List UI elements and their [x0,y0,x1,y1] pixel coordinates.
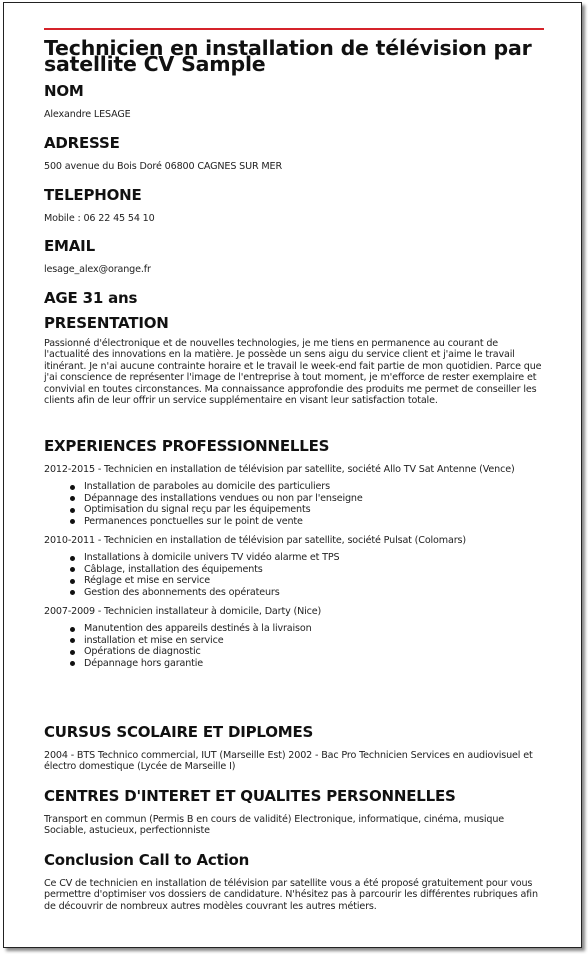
job-task-item: Gestion des abonnements des opérateurs [84,587,544,598]
interets-text: Transport en commun (Permis B en cours de validité) Electronique, informatique, cinéma, musique Sociable, astucieux, perfectionniste [44,814,505,837]
heading-adresse: ADRESSE [44,134,120,152]
heading-conclusion: Conclusion Call to Action [44,851,250,869]
job-task-list [44,623,544,669]
job-task-item: Câblage, installation des équipements [84,564,544,575]
section-adresse [44,134,544,172]
heading-email: EMAIL [44,237,95,255]
adresse-value: 500 avenue du Bois Doré 06800 CAGNES SUR MER [44,161,282,172]
heading-age: AGE 31 ans [44,289,138,307]
job-task-item: Manutention des appareils destinés à la livraison [84,623,544,634]
title-accent-rule [44,28,544,30]
job-task-item: Opérations de diagnostic [84,646,544,657]
email-value: lesage_alex@orange.fr [44,264,151,275]
telephone-value: Mobile : 06 22 45 54 10 [44,213,155,224]
job-title: 2007-2009 - Technicien installateur à domicile, Darty (Nice) [44,606,322,618]
nom-value: Alexandre LESAGE [44,109,131,120]
heading-telephone: TELEPHONE [44,186,142,204]
job-task-item: Dépannage des installations vendues ou non par l'enseigne [84,493,544,504]
job-task-list [44,481,544,527]
heading-nom: NOM [44,82,84,100]
section-conclusion [44,851,544,912]
section-email [44,237,544,275]
section-telephone [44,186,544,224]
job-title: 2012-2015 - Technicien en installation de télévision par satellite, société Allo TV Sat Antenne (Vence) [44,464,515,475]
job-task-item: Réglage et mise en service [84,575,544,586]
heading-cursus: CURSUS SCOLAIRE ET DIPLOMES [44,723,314,741]
cursus-text: 2004 - BTS Technico commercial, IUT (Marseille Est) 2002 - Bac Pro Technicien Services en audiovisuel et électro domestique (Lycée de Marseille I) [44,750,533,773]
conclusion-text: Ce CV de technicien en installation de télévision par satellite vous a été proposé gratuitement pour vous permettre d'optimiser vos dossiers de candidature. N'hésitez pas à parcourir les différentes rubriques afin de découvrir de nombreux autres modèles couvrant les autres métiers. [44,878,538,912]
job-task-item: installation et mise en service [84,635,544,646]
heading-experiences: EXPERIENCES PROFESSIONNELLES [44,437,330,455]
job-task-item: Optimisation du signal reçu par les équipements [84,504,544,515]
heading-interets: CENTRES D'INTERET ET QUALITES PERSONNELLES [44,787,456,805]
job-task-item: Dépannage hors garantie [84,658,544,669]
job-task-item: Installations à domicile univers TV vidéo alarme et TPS [84,552,544,563]
job-title: 2010-2011 - Technicien en installation de télévision par satellite, société Pulsat (Colomars) [44,535,466,547]
presentation-text: Passionné d'électronique et de nouvelles technologies, je me tiens en permanence au courant de l'actualité des innovations en la matière. Je possède un sens aigu du service client et j'aime le travail itinérant. Je n'ai aucune contrainte horaire et le travail le week-end fait partie de mon quotidien. Parce que j'ai conscience de représenter l'image de l'entreprise à tout moment, je m'efforce de rester exemplaire et convivial en toutes circonstances. Ma connaissance approfondie des produits me permet de conseiller les clients afin de leur offrir un service supplémentaire en visant leur satisfaction totale. [44,338,542,407]
job-task-item: Installation de paraboles au domicile des particuliers [84,481,544,492]
section-cursus [44,723,544,773]
cv-title: Technicien en installation de télévision par satellite CV Sample [44,36,532,76]
job-task-item: Permanences ponctuelles sur le point de vente [84,516,544,527]
section-experiences [44,437,544,669]
job-task-list [44,552,544,598]
section-presentation [44,314,544,406]
section-interets [44,787,544,837]
heading-presentation: PRESENTATION [44,314,169,332]
section-nom [44,82,544,120]
section-age [44,289,544,307]
